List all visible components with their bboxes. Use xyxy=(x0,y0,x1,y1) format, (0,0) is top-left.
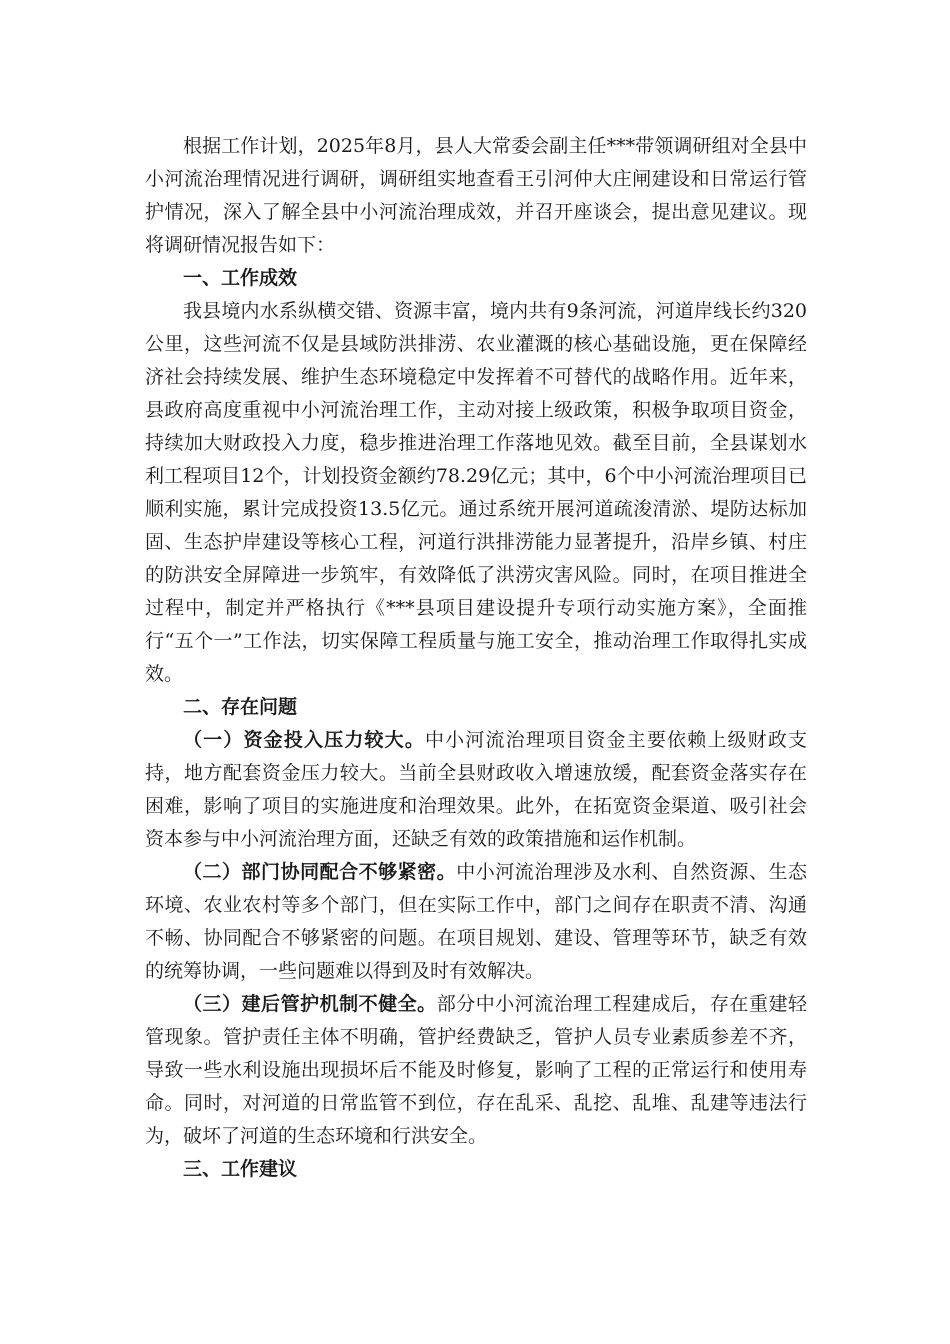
problem-title-coordination: （二）部门协同配合不够紧密。 xyxy=(183,861,457,883)
problem-paragraph-coordination xyxy=(145,856,807,988)
intro-paragraph: 根据工作计划，2025年8月，县人大常委会副主任***带领调研组对全县中小河流治理情况进行调研，调研组实地查看王引河仲大庄闸建设和日常运行管护情况，深入了解全县中小河流治理成效，并召开座谈会，提出意见建议。现将调研情况报告如下： xyxy=(145,135,807,256)
section-heading-problems: 二、存在问题 xyxy=(183,696,298,718)
problem-text-maintenance: 部分中小河流治理工程建成后，存在重建轻管现象。管护责任主体不明确，管护经费缺乏，管护人员专业素质参差不齐，导致一些水利设施出现损坏后不能及时修复，影响了工程的正常运行和使用寿命。同时，对河道的日常监管不到位，存在乱采、乱挖、乱堆、乱建等违法行为，破坏了河道的生态环境和行洪安全。 xyxy=(145,993,807,1147)
problem-title-funding: （一）资金投入压力较大。 xyxy=(183,729,425,751)
problem-title-maintenance: （三）建后管护机制不健全。 xyxy=(183,993,437,1015)
section-heading-achievements: 一、工作成效 xyxy=(183,267,298,289)
problem-paragraph-funding xyxy=(145,724,807,856)
problem-text-funding: 中小河流治理项目资金主要依赖上级财政支持，地方配套资金压力较大。当前全县财政收入增速放缓，配套资金落实存在困难，影响了项目的实施进度和治理效果。此外，在拓宽资金渠道、吸引社会资本参与中小河流治理方面，还缺乏有效的政策措施和运作机制。 xyxy=(145,729,807,850)
achievements-paragraph: 我县境内水系纵横交错、资源丰富，境内共有9条河流，河道岸线长约320公里，这些河流不仅是县域防洪排涝、农业灌溉的核心基础设施，更在保障经济社会持续发展、维护生态环境稳定中发挥着不可替代的战略作用。近年来，县政府高度重视中小河流治理工作，主动对接上级政策，积极争取项目资金，持续加大财政投入力度，稳步推进治理工作落地见效。截至目前，全县谋划水利工程项目12个，计划投资金额约78.29亿元；其中，6个中小河流治理项目已顺利实施，累计完成投资13.5亿元。通过系统开展河道疏浚清淤、堤防达标加固、生态护岸建设等核心工程，河道行洪排涝能力显著提升，沿岸乡镇、村庄的防洪安全屏障进一步筑牢，有效降低了洪涝灾害风险。同时，在项目推进全过程中，制定并严格执行《***县项目建设提升专项行动实施方案》，全面推行“五个一”工作法，切实保障工程质量与施工安全，推动治理工作取得扎实成效。 xyxy=(145,300,807,685)
section-heading-suggestions: 三、工作建议 xyxy=(183,1158,298,1180)
document-body xyxy=(145,130,807,1186)
problem-text-coordination: 中小河流治理涉及水利、自然资源、生态环境、农业农村等多个部门，但在实际工作中，部门之间存在职责不清、沟通不畅、协同配合不够紧密的问题。在项目规划、建设、管理等环节，缺乏有效的统筹协调，一些问题难以得到及时有效解决。 xyxy=(145,861,807,982)
problem-paragraph-maintenance xyxy=(145,988,807,1153)
